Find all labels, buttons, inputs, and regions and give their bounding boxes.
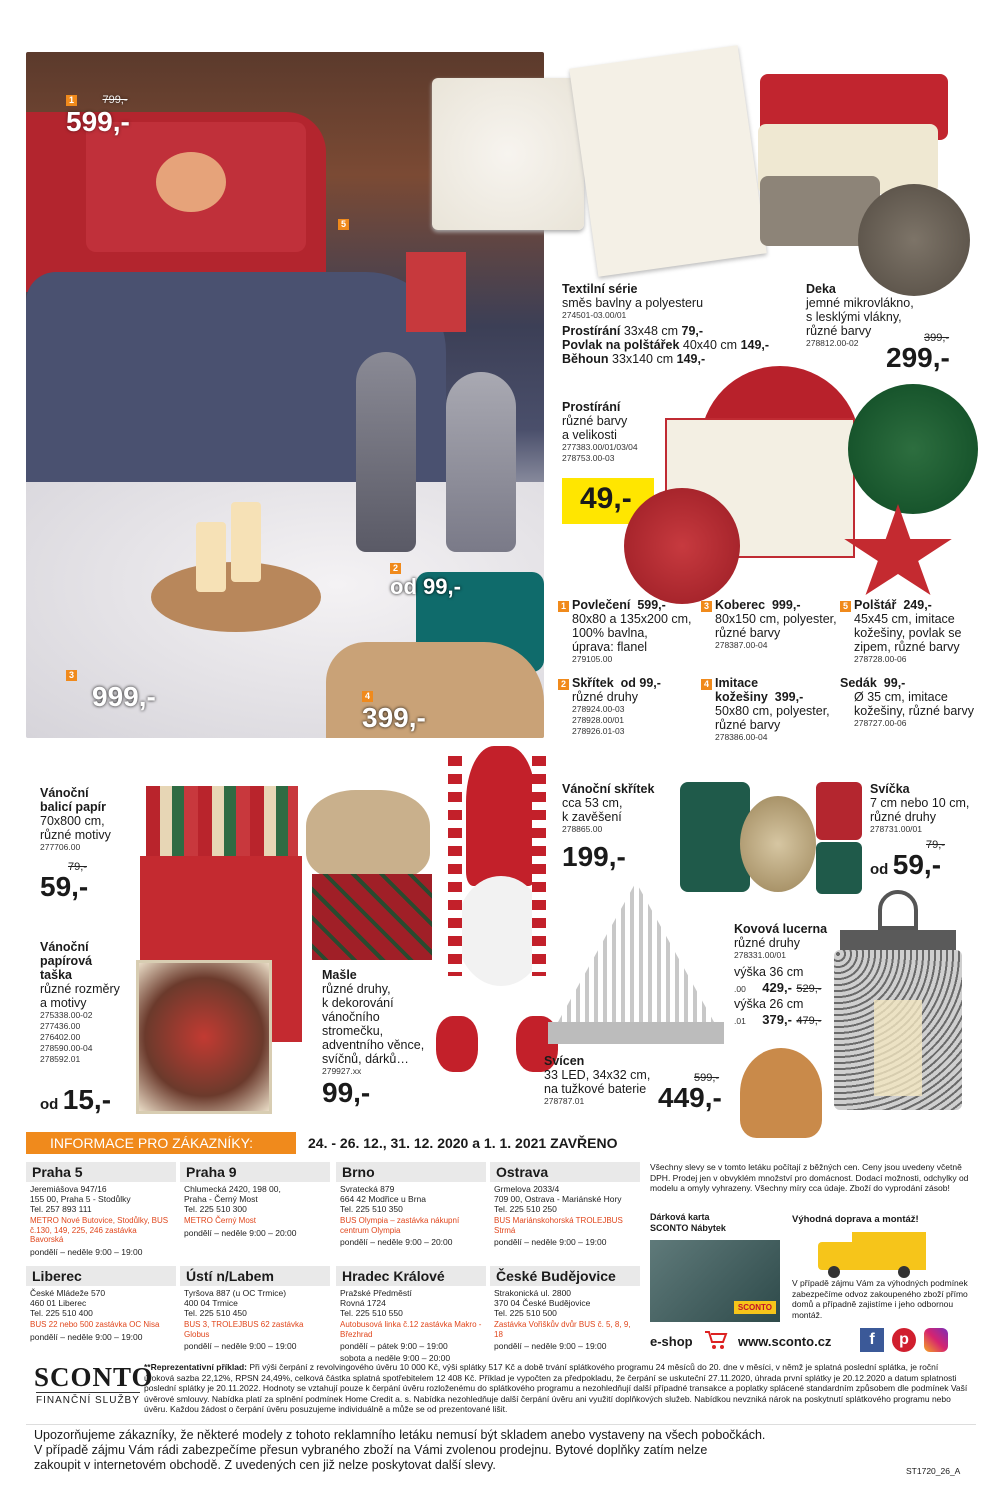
- branch-name: Ostrava: [490, 1162, 640, 1182]
- hero-price-4: [362, 686, 426, 732]
- address-line: Tel. 225 510 450: [184, 1308, 247, 1318]
- facebook-icon[interactable]: f: [860, 1328, 884, 1352]
- address-line: 709 00, Ostrava - Mariánské Hory: [494, 1194, 622, 1204]
- cart-icon[interactable]: [704, 1330, 728, 1350]
- star-placemat: [842, 504, 954, 604]
- transport-info: Autobusová linka č.12 zastávka Makro - Březhrad: [340, 1320, 482, 1339]
- transport-info: BUS Olympia – zastávka nákupní centrum Olympia: [340, 1216, 460, 1235]
- sconto-card-logo: SCONTO: [734, 1301, 776, 1314]
- price: 429,-: [762, 980, 792, 995]
- product-desc: různé druhy: [870, 810, 937, 824]
- giftcard-line: Dárková karta: [650, 1212, 710, 1222]
- opening-hours: pondělí – neděle 9:00 – 19:00: [494, 1341, 607, 1351]
- address-line: Grmelova 2033/4: [494, 1184, 560, 1194]
- legend-item: [558, 676, 698, 737]
- product-desc: a velikosti: [562, 428, 617, 442]
- footer-line: V případě zájmu Vám rádi zabezpečíme přesun vybraného zboží na Vámi zvolenou prodejnu. Bytové doplňky zatím nelze: [34, 1443, 708, 1457]
- address-line: Strakonická ul. 2800: [494, 1288, 572, 1298]
- item-title: kožešiny: [715, 690, 768, 704]
- opening-hours: pondělí – neděle 9:00 – 19:00: [184, 1341, 297, 1351]
- product-desc: různé rozměry: [40, 982, 120, 996]
- candlestick-base: [548, 1022, 724, 1044]
- finance-text: [144, 1362, 970, 1415]
- price: 59,-: [40, 871, 89, 902]
- red-lace-placemat: [624, 488, 740, 604]
- blanket-detail-circle: [858, 184, 970, 296]
- item-title: Skřítek: [572, 676, 614, 690]
- opening-hours: pondělí – pátek 9:00 – 19:00: [340, 1341, 448, 1351]
- tartan-bow: [312, 874, 432, 960]
- gnome-hat: [466, 746, 536, 886]
- textile-line: [562, 324, 782, 338]
- delivery-truck-icon: [818, 1232, 926, 1278]
- variant-label: výška 26 cm: [734, 997, 804, 1011]
- item-price: 399,-: [774, 690, 804, 704]
- badge-number: 5: [840, 601, 851, 612]
- old-price: 79,-: [926, 839, 945, 851]
- opening-hours: pondělí – neděle 9:00 – 20:00: [184, 1227, 297, 1238]
- branch-card: [180, 1162, 330, 1240]
- hero-badge-5: [338, 214, 352, 232]
- price: 15,-: [62, 1084, 112, 1115]
- product-legend: [558, 598, 978, 748]
- old-price: 599,-: [694, 1072, 720, 1084]
- product-desc: různé motivy: [40, 828, 111, 842]
- lantern-candle: [874, 1000, 922, 1096]
- line-size: 40x40 cm: [679, 338, 741, 352]
- address-line: Pražské Předměstí: [340, 1288, 412, 1298]
- line-size: 33x140 cm: [608, 352, 677, 366]
- product-code: 274501-03.00/01: [562, 310, 627, 320]
- branch-name: Praha 9: [180, 1162, 330, 1182]
- badge-number: 1: [558, 601, 569, 612]
- product-desc: různé barvy: [562, 414, 628, 428]
- address-line: Tel. 225 510 350: [340, 1204, 403, 1214]
- item-code: 279105.00: [572, 654, 613, 664]
- placemat-info: [562, 400, 672, 464]
- badge-number: 4: [362, 691, 373, 702]
- product-code: 278331.00/01: [734, 950, 786, 960]
- item-code: 278386.00-04: [715, 732, 768, 742]
- price: 999,-: [92, 681, 156, 712]
- snowflake-runner: [569, 45, 767, 277]
- price: 399,-: [362, 702, 426, 733]
- branch-name: Hradec Králové: [336, 1266, 486, 1286]
- item-desc: kožešiny, různé barvy: [854, 704, 974, 718]
- product-title: Svíčka: [870, 782, 910, 796]
- product-title: Deka: [806, 282, 836, 296]
- product-code: 278812.00-02: [806, 338, 859, 348]
- product-title: Mašle: [322, 968, 357, 982]
- gift-bag: [136, 960, 272, 1114]
- old-price: 79,-: [68, 861, 87, 873]
- item-code: 278928.00/01: [572, 715, 624, 725]
- textile-line: [562, 338, 782, 352]
- price: 379,-: [762, 1012, 792, 1027]
- item-price: od 99,-: [620, 676, 661, 690]
- badge-number: 2: [558, 679, 569, 690]
- product-desc: jemné mikrovlákno,: [806, 296, 914, 310]
- snowflake-pillow: [432, 78, 584, 230]
- product-title: Kovová lucerna: [734, 922, 828, 936]
- product-title: papírová: [40, 954, 93, 968]
- line-price: 149,-: [676, 352, 706, 366]
- address-line: Rovná 1724: [340, 1298, 386, 1308]
- branch-name: Praha 5: [26, 1162, 176, 1182]
- item-desc: 80x150 cm, polyester,: [715, 612, 837, 626]
- item-code: 278926.01-03: [572, 726, 625, 736]
- branch-address: [180, 1286, 330, 1320]
- item-code: 278728.00-06: [854, 654, 907, 664]
- product-code: 277436.00: [40, 1021, 81, 1031]
- lantern-cap: [840, 930, 956, 950]
- bows-info: [322, 968, 442, 1107]
- product-code: 278592.01: [40, 1054, 81, 1064]
- old-price: 399,-: [924, 332, 950, 344]
- product-code: 278731.00/01: [870, 824, 922, 834]
- paper-info: [40, 786, 150, 901]
- opening-hours: pondělí – neděle 9:00 – 20:00: [340, 1237, 453, 1247]
- branch-address: [336, 1286, 486, 1320]
- address-line: Tel. 225 510 250: [494, 1204, 557, 1214]
- giftcard-image[interactable]: [650, 1240, 780, 1322]
- price: 99,-: [322, 1077, 371, 1108]
- legend-item: [840, 598, 980, 665]
- product-code: 277706.00: [40, 842, 81, 852]
- product-code: 277383.00/01/03/04: [562, 442, 638, 452]
- product-desc: na tužkové baterie: [544, 1082, 647, 1096]
- branch-name: České Budějovice: [490, 1266, 640, 1286]
- product-desc: stromečku,: [322, 1024, 384, 1038]
- product-code: 279927.xx: [322, 1066, 362, 1076]
- address-line: Praha - Černý Most: [184, 1194, 258, 1204]
- item-title: Sedák: [840, 676, 877, 690]
- branch-address: [336, 1182, 486, 1216]
- old-price: 479,-: [796, 1015, 822, 1027]
- price: 599,-: [66, 106, 130, 137]
- badge-number: 5: [338, 219, 349, 230]
- delivery-title: Výhodná doprava a montáž!: [792, 1214, 919, 1225]
- badge-number: 1: [66, 95, 77, 106]
- product-desc: a motivy: [40, 996, 87, 1010]
- address-line: Jeremiášova 947/16: [30, 1184, 107, 1194]
- product-title: balicí papír: [40, 800, 106, 814]
- truck-box: [852, 1232, 926, 1270]
- variant-code: .01: [734, 1016, 746, 1026]
- opening-hours: pondělí – neděle 9:00 – 19:00: [30, 1331, 143, 1342]
- item-desc: 100% bavlna,: [572, 626, 648, 640]
- item-price: 599,-: [637, 598, 666, 612]
- badge-number: 4: [701, 679, 712, 690]
- price-notice: Všechny slevy se v tomto letáku počítají z běžných cen. Ceny jsou uvedeny včetně DPH. Prodej jen v obvyklém množství pro domácnost. Dodací možnosti, odchylky od modelu a omyly vyhrazeny. Všechny míry cca údaje. Zboží do vyprodání zásob!: [650, 1162, 969, 1193]
- product-desc: 70x800 cm,: [40, 814, 105, 828]
- badge-number: 3: [701, 601, 712, 612]
- branch-name: Ústí n/Labem: [180, 1266, 330, 1286]
- candle-jar: [816, 782, 862, 840]
- branch-address: [180, 1182, 330, 1216]
- product-code: 275338.00-02: [40, 1010, 93, 1020]
- line-label: Běhoun: [562, 352, 609, 366]
- price: od 99,-: [390, 574, 461, 599]
- metal-lantern: [834, 890, 962, 1126]
- line-price: 149,-: [740, 338, 770, 352]
- branch-card: [26, 1266, 176, 1344]
- product-code: 278590.00-04: [40, 1043, 93, 1053]
- giftcard-title: [650, 1212, 726, 1234]
- candle: [196, 522, 226, 592]
- product-title: Prostírání: [562, 400, 621, 414]
- price: 449,-: [658, 1082, 722, 1113]
- product-desc: vánočního: [322, 1010, 380, 1024]
- address-line: 460 01 Liberec: [30, 1298, 87, 1308]
- branch-address: [490, 1286, 640, 1320]
- opening-hours: sobota a neděle 9:00 – 20:00: [340, 1353, 451, 1363]
- jute-bow: [306, 790, 430, 880]
- item-title: Polštář: [854, 598, 897, 612]
- old-price: 799,-: [102, 94, 128, 106]
- item-code: 278924.00-03: [572, 704, 625, 714]
- candlestick-info: [544, 1054, 674, 1107]
- opening-hours: pondělí – neděle 9:00 – 19:00: [494, 1237, 607, 1247]
- gingerbread-bell: [740, 1048, 822, 1138]
- branch-name: Liberec: [26, 1266, 176, 1286]
- address-line: 664 42 Modřice u Brna: [340, 1194, 426, 1204]
- address-line: České Mládeže 570: [30, 1288, 106, 1298]
- address-line: 155 00, Praha 5 - Stodůlky: [30, 1194, 131, 1204]
- gnome-leg: [448, 756, 462, 976]
- line-price: 79,-: [681, 324, 704, 338]
- item-price: 99,-: [883, 676, 906, 690]
- item-title: Koberec: [715, 598, 766, 612]
- product-desc: s lesklými vlákny,: [806, 310, 902, 324]
- address-line: 370 04 České Budějovice: [494, 1298, 591, 1308]
- product-desc: k dekorování: [322, 996, 394, 1010]
- price: 59,-: [892, 849, 942, 880]
- variant-code: .00: [734, 984, 746, 994]
- item-price: 249,-: [903, 598, 932, 612]
- branch-card: [490, 1266, 640, 1353]
- item-desc: 45x45 cm, imitace: [854, 612, 955, 626]
- product-desc: směs bavlny a polyesteru: [562, 296, 704, 310]
- address-line: Tel. 225 510 500: [494, 1308, 557, 1318]
- product-title: Textilní série: [562, 282, 638, 296]
- candle-jar: [816, 842, 862, 894]
- bag-info: [40, 940, 140, 1065]
- product-code: 278753.00-03: [562, 453, 615, 463]
- bag-price: [40, 1086, 111, 1114]
- badge-number: 3: [66, 670, 77, 681]
- address-line: 400 04 Trmice: [184, 1298, 238, 1308]
- gnome-info: [562, 782, 682, 871]
- item-desc: různé druhy: [572, 690, 639, 704]
- eshop-label[interactable]: e-shop: [650, 1334, 693, 1349]
- product-code: 278787.01: [544, 1096, 585, 1106]
- price-prefix: od: [870, 861, 889, 878]
- textile-line: [562, 352, 782, 366]
- product-title: Svícen: [544, 1054, 585, 1068]
- item-code: 278727.00-06: [854, 718, 907, 728]
- closure-notice: 24. - 26. 12., 31. 12. 2020 a 1. 1. 2021 ZAVŘENO: [308, 1135, 618, 1151]
- lantern-top: [878, 890, 918, 930]
- product-desc: cca 53 cm,: [562, 796, 623, 810]
- address-line: Tyršova 887 (u OC Trmice): [184, 1288, 287, 1298]
- branch-address: [26, 1182, 176, 1216]
- finance-body: Při výši čerpání z revolvingového úvěru 10 000 Kč, výši splátky 517 Kč a době trvání splátkového programu 24 měsíců do 20. dne v měsíci, v němž je splatná poslední splátka, je roční úroková sazba 22,12%, RPSN 24,49%, celková částka splatná spotřebitelem 12 408 Kč. Příklad je vypočten za předpokladu, že čerpání se uskuteční 27.11.2020, úhrada první splátky je 20.12.2020 a datum splatnosti poslední splátky je 20.11.2022. Hodnoty se vztahují pouze k čerpání úvěru rozloženému do splátkového programu a nezohledňují další případné transakce a poplatky splácené standardním způsobem dle podmínek Vaší úvěrové smlouvy. Nabídka platí za splnění podmínek Home Credit a. s. Nabídka nezohledňuje další čerpání úvěru ani využití doplňkových služeb. Nabídkou nevzniká nárok na poskytnutí splátkového programu nebo úvěru. Každou žádost o čerpání úvěru posuzujeme individuálně a může se od prezentované lišit.: [144, 1362, 968, 1414]
- line-size: 33x48 cm: [620, 324, 682, 338]
- reindeer-face: [156, 152, 226, 212]
- textile-info: [562, 282, 782, 366]
- transport-info: Zastávka Vořiškův dvůr BUS č. 5, 8, 9, 18: [494, 1320, 631, 1339]
- item-desc: 50x80 cm, polyester,: [715, 704, 830, 718]
- address-line: Tel. 257 893 111: [30, 1204, 92, 1214]
- gnome-figure: [446, 372, 516, 552]
- transport-info: BUS 22 nebo 500 zastávka OC Nisa: [30, 1320, 160, 1329]
- hero-price-1: [66, 90, 130, 136]
- badge-number: 2: [390, 563, 401, 574]
- truck-wheel: [898, 1266, 910, 1278]
- truck-wheel: [828, 1266, 840, 1278]
- hero-price-2: [390, 558, 461, 598]
- item-price: 999,-: [771, 598, 801, 612]
- address-line: Chlumecká 2420, 198 00,: [184, 1184, 281, 1194]
- branch-name: Brno: [336, 1162, 486, 1182]
- info-label: INFORMACE PRO ZÁKAZNÍKY:: [50, 1135, 254, 1151]
- price-prefix: od: [40, 1096, 59, 1113]
- variant-label: výška 36 cm: [734, 965, 804, 979]
- hanging-gnome: [436, 726, 562, 1076]
- transport-info: BUS 3, TROLEJBUS 62 zastávka Globus: [184, 1320, 304, 1339]
- candle: [231, 502, 261, 582]
- gnome-leg: [532, 756, 546, 976]
- address-line: Tel. 225 510 300: [184, 1204, 247, 1214]
- branch-card: [336, 1266, 486, 1365]
- branch-card: [26, 1162, 176, 1259]
- legend-item: [840, 676, 980, 729]
- legend-item: [701, 676, 841, 743]
- item-desc: různé barvy: [715, 626, 781, 640]
- item-desc: úprava: flanel: [572, 640, 648, 654]
- branch-card: [490, 1162, 640, 1249]
- footer-line: Upozorňujeme zákazníky, že některé modely z tohoto reklamního letáku nemusí být skladem anebo vystaveny na všech pobočkách.: [34, 1428, 766, 1442]
- finance-subtitle: FINANČNÍ SLUŽBY: [36, 1392, 140, 1406]
- product-code: 278865.00: [562, 824, 603, 834]
- product-desc: 33 LED, 34x32 cm,: [544, 1068, 651, 1082]
- gnome-foot: [436, 1016, 478, 1072]
- line-label: Prostírání: [562, 324, 621, 338]
- led-candlestick: [548, 878, 724, 1044]
- item-desc: různé barvy: [715, 718, 781, 732]
- transport-info: METRO Černý Most: [184, 1216, 257, 1225]
- gnome-figure: [356, 352, 416, 552]
- product-desc: svíčnů, dárků…: [322, 1052, 409, 1066]
- price: 299,-: [886, 342, 950, 373]
- item-desc: zipem, různé barvy: [854, 640, 960, 654]
- transport-info: METRO Nové Butovice, Stodůlky, BUS č.130, 149, 225, 246 zastávka Bavorská: [30, 1216, 169, 1244]
- opening-hours: pondělí – neděle 9:00 – 19:00: [30, 1246, 143, 1257]
- line-label: Povlak na polštářek: [562, 338, 680, 352]
- website-link[interactable]: www.sconto.cz: [738, 1334, 832, 1349]
- hero-price-3: [68, 665, 156, 712]
- product-desc: různé druhy: [734, 936, 801, 950]
- product-desc: různé druhy,: [322, 982, 391, 996]
- product-title: Vánoční: [40, 786, 89, 800]
- footer-line: zakoupit v internetovém obchodě. Z uvedených cen již nelze poskytovat další slevy.: [34, 1458, 496, 1472]
- product-code: 276402.00: [40, 1032, 81, 1042]
- transport-info: BUS Mariánskohorská TROLEJBUS Strmá: [494, 1216, 623, 1235]
- delivery-text: V případě zájmu Vám za výhodných podmínek zabezpečíme odvoz zakoupeného zboží přímo domů a případně zajistíme i jeho odbornou montáž.: [792, 1278, 968, 1320]
- item-desc: 80x80 a 135x200 cm,: [572, 612, 692, 626]
- item-title: Imitace: [715, 676, 759, 690]
- instagram-icon[interactable]: [924, 1328, 948, 1352]
- price: 199,-: [562, 841, 626, 872]
- address-line: Tel. 225 510 400: [30, 1308, 93, 1318]
- product-desc: k zavěšení: [562, 810, 622, 824]
- address-line: Tel. 225 510 550: [340, 1308, 403, 1318]
- finance-bold: **Reprezentativní příklad:: [144, 1362, 247, 1372]
- item-desc: kožešiny, povlak se: [854, 626, 962, 640]
- branch-card: [336, 1162, 486, 1249]
- product-title: Vánoční skřítek: [562, 782, 655, 796]
- branch-address: [490, 1182, 640, 1216]
- leaflet-code: ST1720_26_A: [906, 1466, 961, 1476]
- blanket-info: [806, 282, 976, 373]
- sconto-logo: SCONTO: [34, 1362, 154, 1392]
- item-desc: Ø 35 cm, imitace: [854, 690, 948, 704]
- gift-boxes: [406, 252, 466, 332]
- candlestick-bars: [558, 882, 714, 1022]
- branch-address: [26, 1286, 176, 1320]
- address-line: Svratecká 879: [340, 1184, 395, 1194]
- product-desc: adventního věnce,: [322, 1038, 425, 1052]
- price: 49,-: [580, 482, 632, 515]
- pinterest-icon[interactable]: p: [892, 1328, 916, 1352]
- product-title: Vánoční: [40, 940, 89, 954]
- product-desc: 7 cm nebo 10 cm,: [870, 796, 970, 810]
- product-title: taška: [40, 968, 72, 982]
- green-lace-placemat: [848, 384, 978, 514]
- sheepskin: [326, 642, 544, 738]
- giftcard-line: SCONTO Nábytek: [650, 1223, 726, 1233]
- item-code: 278387.00-04: [715, 640, 768, 650]
- legend-item: [558, 598, 698, 665]
- candle-tin-lid: [740, 796, 816, 892]
- product-desc: různé barvy: [806, 324, 872, 338]
- candle-info: [870, 782, 980, 879]
- legend-item: [701, 598, 841, 651]
- footer-text: [34, 1428, 765, 1473]
- old-price: 529,-: [796, 983, 822, 995]
- branch-card: [180, 1266, 330, 1353]
- item-title: Povlečení: [572, 598, 631, 612]
